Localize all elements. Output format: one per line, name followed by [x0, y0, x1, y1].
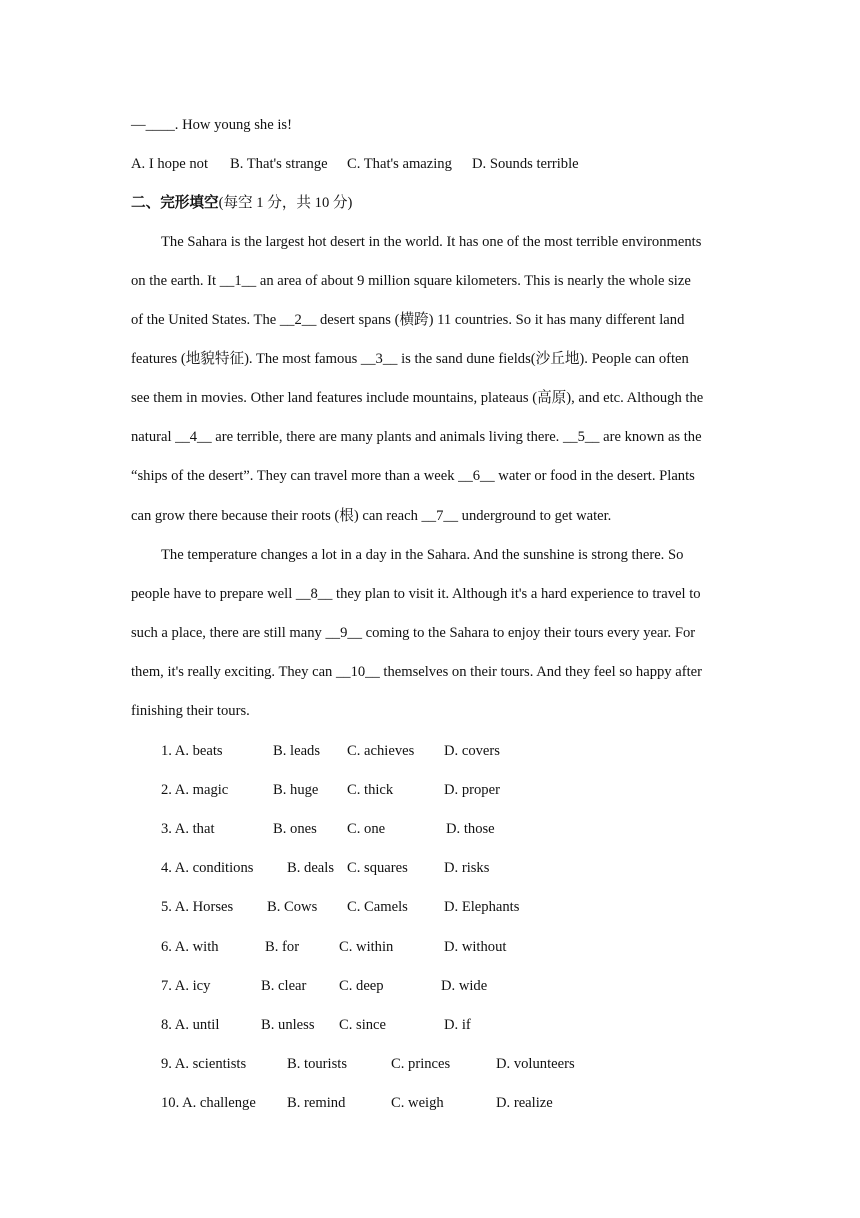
option-c: C. one [347, 821, 386, 837]
passage-line: see them in movies. Other land features include mountains, plateaus (高原), and etc. Although the [131, 390, 704, 406]
option-a: 8. A. until [161, 1017, 220, 1033]
passage-line: people have to prepare well __8__ they plan to visit it. Although it's a hard experience to travel to [131, 586, 701, 602]
option-a: 4. A. conditions [161, 860, 254, 876]
passage-line: The Sahara is the largest hot desert in the world. It has one of the most terrible environments [161, 234, 702, 250]
option-c: C. weigh [391, 1095, 444, 1111]
passage-line: “ships of the desert”. They can travel more than a week __6__ water or food in the desert. Plants [131, 468, 695, 484]
option-b: B. deals [287, 860, 335, 876]
option-b: B. tourists [287, 1056, 348, 1072]
section-scoring: (每空 1 分，共 10 分) [218, 195, 353, 211]
passage-line: can grow there because their roots (根) can reach __7__ underground to get water. [131, 508, 612, 524]
option-c: C. Camels [347, 899, 408, 915]
prev-question-text: —____. How young she is! [131, 117, 292, 133]
option-c: C. princes [391, 1056, 451, 1072]
option-b: B. leads [273, 743, 321, 759]
option-b: B. huge [273, 782, 319, 798]
option-c: C. deep [339, 978, 384, 994]
passage-line: of the United States. The __2__ desert spans (横跨) 11 countries. So it has many different land [131, 312, 685, 328]
option-c: C. since [339, 1017, 387, 1033]
option-d: D. risks [444, 860, 490, 876]
passage-line: on the earth. It __1__ an area of about 9 million square kilometers. This is nearly the whole size [131, 273, 691, 289]
option-d: D. without [444, 939, 507, 955]
option-a: 5. A. Horses [161, 899, 234, 915]
option-b: B. for [265, 939, 300, 955]
option-b: B. remind [287, 1095, 346, 1111]
option-d: D. volunteers [496, 1056, 575, 1072]
option-a: 10. A. challenge [161, 1095, 256, 1111]
section-heading [131, 194, 352, 212]
option-a: 9. A. scientists [161, 1056, 247, 1072]
passage-line: natural __4__ are terrible, there are many plants and animals living there. __5__ are known as the [131, 429, 702, 445]
option-d: D. Elephants [444, 899, 520, 915]
option-c: C. thick [347, 782, 394, 798]
option-a: 3. A. that [161, 821, 215, 837]
option-a: 2. A. magic [161, 782, 229, 798]
option-d: D. proper [444, 782, 500, 798]
passage-line: them, it's really exciting. They can __10__ themselves on their tours. And they feel so happy after [131, 664, 702, 680]
option-c: C. within [339, 939, 394, 955]
option-d: D. realize [496, 1095, 553, 1111]
passage-line: features (地貌特征). The most famous __3__ is the sand dune fields(沙丘地). People can often [131, 351, 689, 367]
option-d: D. those [446, 821, 495, 837]
option-b: B. ones [273, 821, 317, 837]
prev-option-b: B. That's strange [230, 156, 328, 172]
option-d: D. wide [441, 978, 488, 994]
prev-option-c: C. That's amazing [347, 156, 452, 172]
option-d: D. if [444, 1017, 471, 1033]
option-d: D. covers [444, 743, 500, 759]
prev-option-d: D. Sounds terrible [472, 156, 579, 172]
option-a: 1. A. beats [161, 743, 223, 759]
section-title: 二、完形填空 [131, 195, 219, 211]
option-b: B. Cows [267, 899, 318, 915]
option-a: 7. A. icy [161, 978, 211, 994]
option-a: 6. A. with [161, 939, 219, 955]
passage-line: The temperature changes a lot in a day in the Sahara. And the sunshine is strong there. So [161, 547, 684, 563]
prev-option-a: A. I hope not [131, 156, 209, 172]
passage-line: finishing their tours. [131, 703, 250, 719]
option-c: C. squares [347, 860, 408, 876]
option-b: B. clear [261, 978, 307, 994]
passage-line: such a place, there are still many __9__ coming to the Sahara to enjoy their tours every year. For [131, 625, 696, 641]
option-b: B. unless [261, 1017, 315, 1033]
option-c: C. achieves [347, 743, 415, 759]
